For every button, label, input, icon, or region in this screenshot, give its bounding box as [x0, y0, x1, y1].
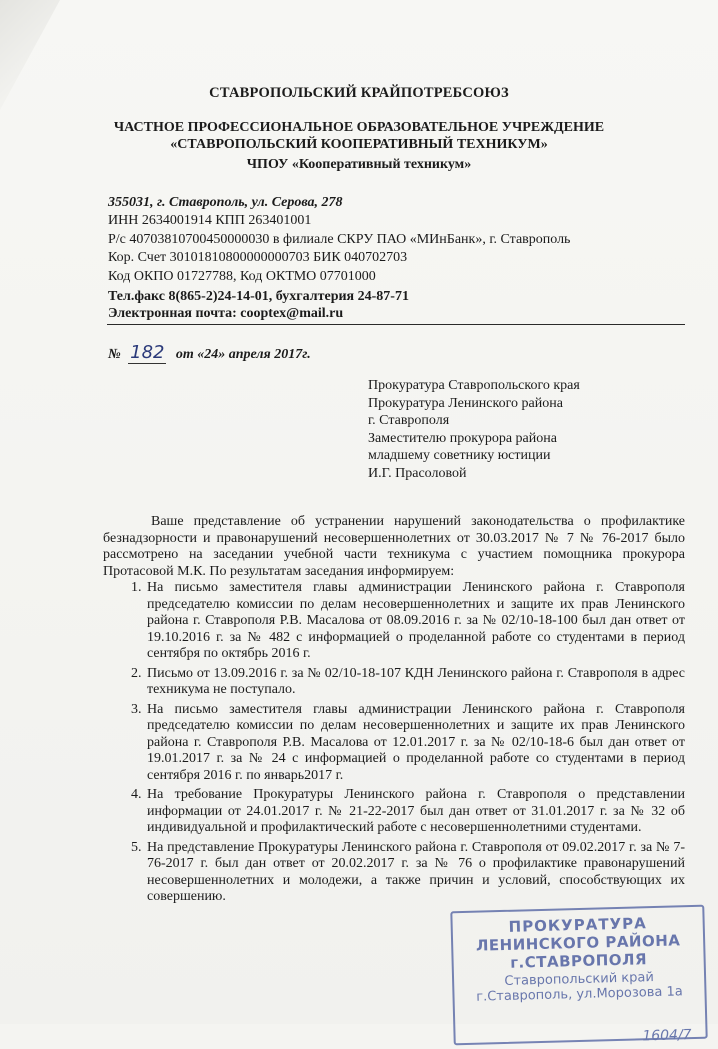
- stamp-line: ЛЕНИНСКОГО РАЙОНА: [475, 931, 681, 955]
- outgoing-number-line: [108, 342, 311, 364]
- org-bank-account: Р/с 40703810700450000030 в филиале СКРУ ПАО «МИнБанк», г. Ставрополь: [108, 232, 571, 247]
- org-short-title: ЧПОУ «Кооперативный техникум»: [246, 157, 472, 172]
- org-name-title: «СТАВРОПОЛЬСКИЙ КООПЕРАТИВНЫЙ ТЕХНИКУМ»: [170, 137, 548, 152]
- header-divider: [107, 324, 685, 325]
- stamp-line: г.СТАВРОПОЛЯ: [509, 950, 648, 972]
- org-type-title: ЧАСТНОЕ ПРОФЕССИОНАЛЬНОЕ ОБРАЗОВАТЕЛЬНОЕ УЧРЕЖДЕНИЕ: [113, 120, 605, 135]
- stamp-line: ПРОКУРАТУРА: [508, 914, 647, 936]
- recipient-block: [368, 377, 580, 483]
- intro-paragraph: Ваше представление об устранении нарушений законодательства о профилактике безнадзорности и правонарушений несовершеннолетних от 30.03.2017 № 7 № 76-2017 было рассмотрено на заседании учебной части техникума с участием помощника прокурора Протасовой М.К. По результатам заседания информируем:: [103, 514, 685, 579]
- outgoing-date: от «24» апреля 2017г.: [175, 347, 311, 362]
- org-union-title: СТАВРОПОЛЬСКИЙ КРАЙПОТРЕБСОЮЗ: [209, 85, 509, 101]
- recipient-line: Прокуратура Ставропольского края: [368, 378, 580, 393]
- list-item: 2. Письмо от 13.09.2016 г. за № 02/10-18-107 КДН Ленинского района г. Ставрополя в адрес техникума не поступало.: [145, 666, 685, 699]
- org-inn: ИНН 2634001914 КПП 263401001: [108, 213, 312, 228]
- recipient-line: младшему советнику юстиции: [368, 448, 551, 464]
- number-sign: №: [108, 347, 121, 362]
- recipient-line: г. Ставрополя: [368, 413, 450, 429]
- org-address: 355031, г. Ставрополь, ул. Серова, 278: [108, 195, 343, 210]
- org-email: Электронная почта: cooptex@mail.ru: [108, 306, 344, 321]
- stamp-line: Ставропольский край: [504, 970, 655, 989]
- list-item: 1. На письмо заместителя главы администрации Ленинского района г. Ставрополя председателю комиссии по делам несовершеннолетних и защите их прав Ленинского района г. Ставрополя Р.В. Масалова от 08.09.2016 г. за № 02/10-18-100 был дан ответ от 19.10.2016 г. за № 482 с информацией о проделанной работе со студентами в период сентября по октябрь 2016 г.: [145, 580, 685, 663]
- org-phone: Тел.факс 8(865-2)24-14-01, бухгалтерия 24-87-71: [108, 289, 409, 304]
- stamp-handwritten-number: 1604/7: [642, 1027, 692, 1045]
- list-item: 4. На требование Прокуратуры Ленинского района г. Ставрополя о представлении информации от 24.01.2017 г. № 21-22-2017 был дан ответ от 31.01.2017 г. за № 32 об индивидуальной и профилактический работе с несовершеннолетними студентами.: [145, 787, 685, 837]
- stamp-line: г.Ставрополь, ул.Морозова 1а: [476, 984, 683, 1005]
- outgoing-number: 182: [130, 342, 165, 363]
- list-item: 3. На письмо заместителя главы администрации Ленинского района г. Ставрополя председателю комиссии по делам несовершеннолетних и защите их прав Ленинского района г. Ставрополя Р.В. Масалова от 12.01.2017 г. за № 02/10-18-6 был дан ответ от 19.01.2017 г. за № 24 с информацией о проделанной работе со студентами в период сентября 2016 г. по январь2017 г.: [145, 702, 685, 785]
- prosecutor-stamp: [450, 905, 707, 1046]
- response-list: [103, 580, 685, 906]
- recipient-line: Заместителю прокурора района: [368, 430, 557, 446]
- recipient-line: Прокуратура Ленинского района: [368, 395, 563, 411]
- letter-body: [103, 514, 685, 909]
- org-okpo-code: Код ОКПО 01727788, Код ОКТМО 07701000: [108, 269, 376, 284]
- list-item: 5. На представление Прокуратуры Ленинского района г. Ставрополя от 09.02.2017 г. за № 7-76-2017 г. был дан ответ от 20.02.2017 г. за № 76 о профилактике правонарушений несовершеннолетних и молодежи, а также причин и условий, способствующих их совершению.: [145, 840, 685, 906]
- recipient-line: И.Г. Прасоловой: [368, 465, 467, 481]
- org-correspondent-account: Кор. Счет 30101810800000000703 БИК 040702703: [108, 250, 408, 265]
